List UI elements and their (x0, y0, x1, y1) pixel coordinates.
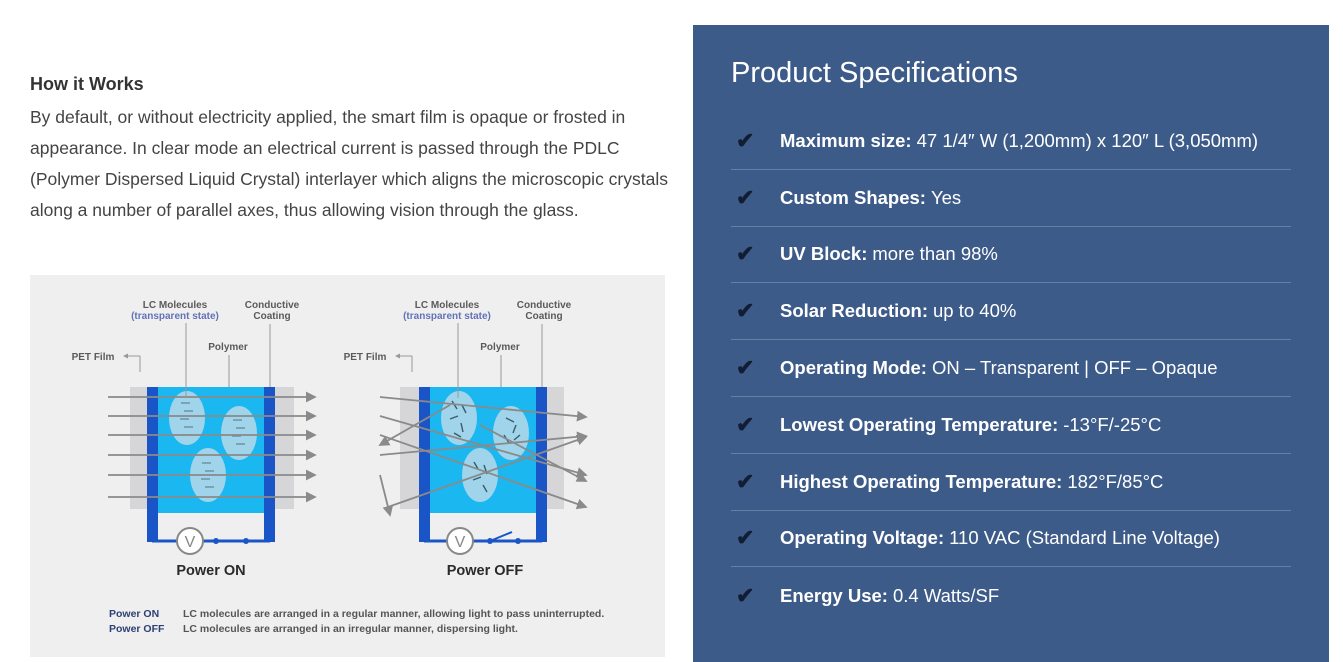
spec-value: more than 98% (872, 243, 998, 265)
product-specifications-panel (693, 25, 1329, 662)
right-electrode (264, 387, 275, 542)
coating-label: Coating (525, 311, 563, 322)
legend-off-text: LC molecules are arranged in an irregular manner, dispersing light. (183, 623, 518, 635)
spec-item-solar-reduction (731, 283, 1291, 340)
spec-item-operating-mode (731, 340, 1291, 397)
how-it-works-heading: How it Works (30, 74, 144, 94)
spec-item-lowest-temperature (731, 397, 1291, 454)
spec-value: ON – Transparent | OFF – Opaque (931, 357, 1218, 379)
legend-on-key: Power ON (109, 608, 160, 620)
spec-value: 0.4 Watts/SF (892, 584, 1000, 606)
checkmark-icon: ✔ (736, 127, 755, 153)
spec-item-maximum-size (731, 113, 1291, 170)
transparent-state-label: (transparent state) (403, 311, 491, 322)
polymer-label: Polymer (480, 342, 520, 353)
lc-molecule (169, 391, 205, 445)
spec-key: Highest Operating Temperature: (780, 470, 1063, 492)
checkmark-icon: ✔ (736, 582, 755, 608)
right-electrode (536, 387, 547, 542)
pet-film-label: PET Film (343, 352, 387, 363)
legend-off-key: Power OFF (109, 623, 165, 635)
lc-molecule (441, 391, 477, 445)
spec-key: UV Block: (780, 243, 868, 265)
legend-on-text: LC molecules are arranged in a regular manner, allowing light to pass uninterrupted. (183, 608, 605, 620)
spec-value: -13°F/-25°C (1063, 413, 1162, 435)
spec-value: up to 40% (933, 300, 1017, 322)
spec-value: 47 1/4″ W (1,200mm) x 120″ L (3,050mm) (916, 129, 1259, 151)
power-off-panel (344, 300, 586, 579)
product-specifications-heading: Product Specifications (731, 57, 1018, 89)
checkmark-icon: ✔ (736, 355, 755, 381)
power-on-panel (72, 300, 315, 579)
polymer-label: Polymer (208, 342, 248, 353)
checkmark-icon: ✔ (736, 411, 755, 437)
spec-value: Yes (930, 186, 962, 208)
spec-item-energy-use (731, 567, 1291, 624)
checkmark-icon: ✔ (736, 525, 755, 551)
spec-item-operating-voltage (731, 511, 1291, 568)
spec-key: Custom Shapes: (780, 186, 926, 208)
spec-key: Energy Use: (780, 584, 888, 606)
spec-key: Solar Reduction: (780, 300, 929, 322)
transparent-state-label: (transparent state) (131, 311, 219, 322)
spec-key: Lowest Operating Temperature: (780, 413, 1059, 435)
conductive-label: Conductive (244, 300, 300, 311)
pet-film-label: PET Film (71, 352, 115, 363)
checkmark-icon: ✔ (736, 468, 755, 494)
coating-label: Coating (253, 311, 291, 322)
spec-item-uv-block (731, 227, 1291, 284)
lc-molecule (221, 406, 257, 460)
lc-molecules-label: LC Molecules (142, 300, 208, 311)
spec-item-highest-temperature (731, 454, 1291, 511)
lc-molecule (493, 406, 529, 460)
checkmark-icon: ✔ (736, 241, 755, 267)
pdlc-diagram (30, 275, 665, 657)
spec-key: Operating Voltage: (780, 527, 945, 549)
spec-key: Maximum size: (780, 129, 912, 151)
diagram-legend (109, 608, 604, 635)
spec-item-custom-shapes (731, 170, 1291, 227)
checkmark-icon: ✔ (736, 298, 755, 324)
conductive-label: Conductive (516, 300, 572, 311)
pdlc-diagram-svg (30, 275, 665, 657)
left-electrode (147, 387, 158, 542)
voltmeter-label: V (454, 534, 466, 551)
power-off-label: Power OFF (446, 563, 524, 579)
spec-key: Operating Mode: (780, 357, 927, 379)
spec-list (731, 113, 1291, 624)
how-it-works-section (30, 70, 670, 226)
how-it-works-description: By default, or without electricity applied, the smart film is opaque or frosted in appearance. In clear mode an electrical current is passed through the PDLC (Polymer Dispersed Liquid Crystal) interlayer which aligns the microscopic crystals along a number of parallel axes, thus allowing vision through the glass. (30, 107, 668, 220)
lc-molecules-label: LC Molecules (414, 300, 480, 311)
power-on-label: Power ON (176, 563, 246, 579)
spec-value: 182°F/85°C (1067, 470, 1164, 492)
checkmark-icon: ✔ (736, 184, 755, 210)
spec-value: 110 VAC (Standard Line Voltage) (949, 527, 1220, 549)
left-electrode (419, 387, 430, 542)
voltmeter-label: V (184, 534, 196, 551)
